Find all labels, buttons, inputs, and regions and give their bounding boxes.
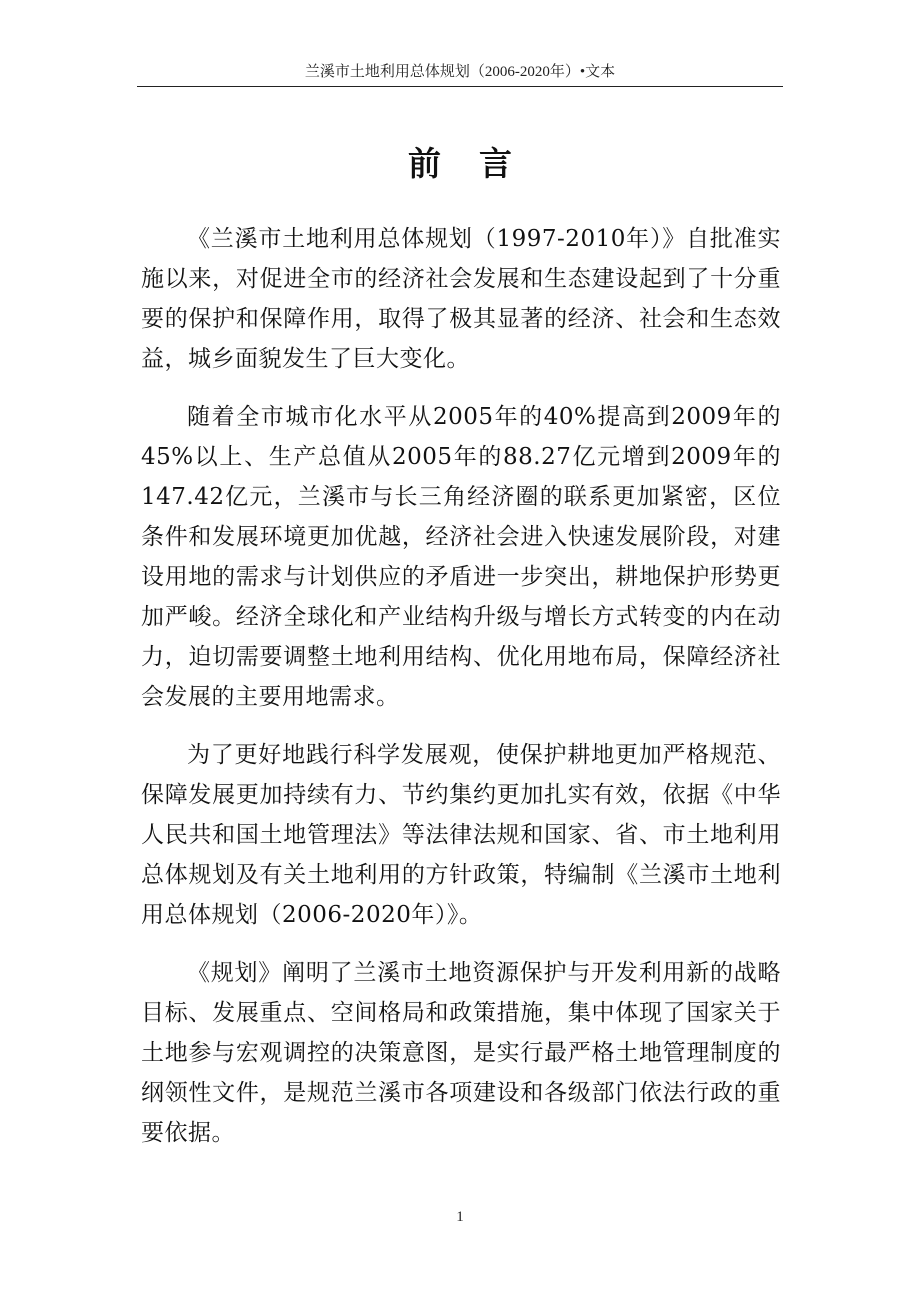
header-divider (137, 86, 783, 87)
paragraph-2: 随着全市城市化水平从2005年的40%提高到2009年的45%以上、生产总值从2005年的88.27亿元增到2009年的147.42亿元，兰溪市与长三角经济圈的联系更加紧密，区位条件和发展环境更加优越，经济社会进入快速发展阶段，对建设用地的需求与计划供应的矛盾进一步突出，耕地保护形势更加严峻。经济全球化和产业结构升级与增长方式转变的内在动力，迫切需要调整土地利用结构、优化用地布局，保障经济社会发展的主要用地需求。 (141, 404, 781, 710)
running-header: 兰溪市土地利用总体规划（2006-2020年）•文本 (304, 64, 616, 80)
paragraph-1: 《兰溪市土地利用总体规划（1997-2010年）》自批准实施以来，对促进全市的经济社会发展和生态建设起到了十分重要的保护和保障作用，取得了极其显著的经济、社会和生态效益，城乡面貌发生了巨大变化。 (141, 226, 781, 372)
document-body (141, 219, 781, 1171)
paragraph-4: 《规划》阐明了兰溪市土地资源保护与开发利用新的战略目标、发展重点、空间格局和政策措施，集中体现了国家关于土地参与宏观调控的决策意图，是实行最严格土地管理制度的纲领性文件，是规范兰溪市各项建设和各级部门依法行政的重要依据。 (141, 960, 781, 1146)
page-number: 1 (456, 1209, 464, 1225)
page-title: 前言 (408, 144, 550, 183)
paragraph-3: 为了更好地践行科学发展观，使保护耕地更加严格规范、保障发展更加持续有力、节约集约更加扎实有效，依据《中华人民共和国土地管理法》等法律法规和国家、省、市土地利用总体规划及有关土地利用的方针政策，特编制《兰溪市土地利用总体规划（2006-2020年）》。 (141, 742, 781, 928)
